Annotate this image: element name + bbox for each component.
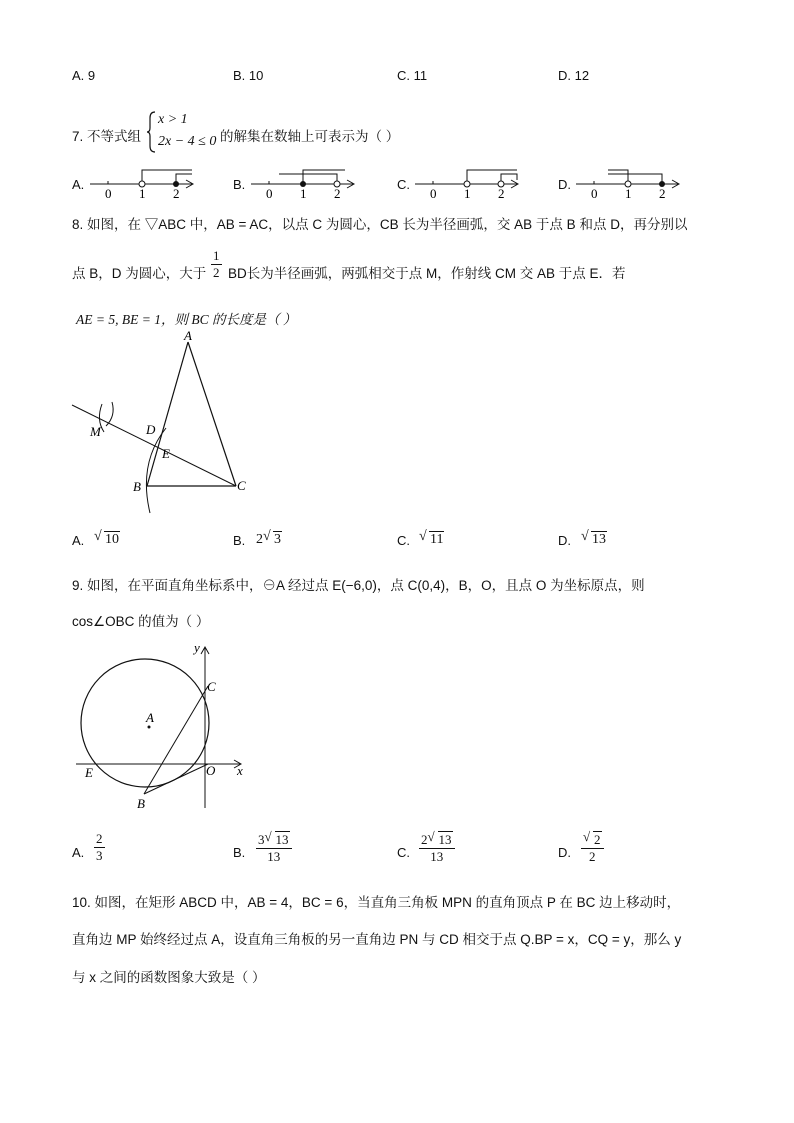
q7-option-a-label: A.	[72, 177, 85, 192]
q9-line-2: cos∠OBC 的值为（ ）	[72, 614, 210, 629]
label-E: E	[162, 446, 170, 461]
q8-option-a-value: √ 10	[94, 529, 119, 547]
tick-0: 0	[430, 186, 437, 201]
label-x: x	[237, 763, 243, 778]
tick-0: 0	[266, 186, 273, 201]
q8-option-b-label: B.	[233, 533, 246, 548]
q8-option-b-value: 2 √ 3	[256, 529, 281, 547]
tick-2: 2	[334, 186, 341, 201]
q10-line-3: 与 x 之间的函数图象大致是（ ）	[72, 970, 266, 985]
q9-option-d-value: √ 2 2	[581, 831, 604, 865]
q6-option-c: C. 11	[397, 68, 428, 83]
q7-brace	[147, 110, 157, 154]
q8-option-d-value: √ 13	[581, 529, 606, 547]
q7-inequality-1: x > 1	[158, 112, 188, 127]
q10-line-1: 10. 如图，在矩形 ABCD 中，AB = 4，BC = 6，当直角三角板 MPN 的直角顶点 P 在 BC 边上移动时，	[72, 895, 681, 910]
tick-1: 1	[300, 186, 307, 201]
label-A: A	[184, 328, 192, 343]
q8-option-c-label: C.	[397, 533, 410, 548]
q7-option-b-label: B.	[233, 177, 246, 192]
tick-0: 0	[105, 186, 112, 201]
q6-option-a: A. 9	[72, 68, 96, 83]
q9-option-a-label: A.	[72, 845, 85, 860]
tick-1: 1	[464, 186, 471, 201]
q7-option-b-numberline	[249, 160, 359, 202]
q7-option-d-label: D.	[558, 177, 571, 192]
label-A: A	[146, 710, 154, 725]
label-O: O	[206, 763, 216, 778]
label-B: B	[137, 796, 145, 811]
q8-option-d-label: D.	[558, 533, 571, 548]
tick-2: 2	[659, 186, 666, 201]
q8-triangle-figure	[66, 328, 266, 523]
q9-option-c-value: 2 √ 13 13	[419, 831, 455, 865]
q9-line-1: 9. 如图，在平面直角坐标系中，⊖A 经过点 E(−6,0)，点 C(0,4)，B，O，且点 O 为坐标原点，则	[72, 578, 645, 593]
tick-2: 2	[173, 186, 180, 201]
q7-inequality-2: 2x − 4 ≤ 0	[158, 134, 217, 149]
q6-option-b: B. 10	[233, 68, 264, 83]
q7-option-d-numberline	[574, 160, 684, 202]
q8-line-2-post: BD长为半径画弧，两弧相交于点 M，作射线 CM 交 AB 于点 E．若	[228, 266, 626, 281]
tick-0: 0	[591, 186, 598, 201]
q8-option-a-label: A.	[72, 533, 85, 548]
label-D: D	[146, 422, 156, 437]
q8-fraction	[211, 248, 222, 281]
q7-option-a-numberline	[88, 160, 198, 202]
q7-option-c-numberline	[413, 160, 523, 202]
q8-frac-den: 2	[213, 265, 220, 280]
q7-suffix: 的解集在数轴上可表示为（ ）	[220, 129, 400, 144]
q8-line-2-pre: 点 B，D 为圆心，大于	[72, 266, 207, 281]
label-M: M	[90, 424, 101, 439]
label-C: C	[237, 478, 246, 493]
tick-1: 1	[625, 186, 632, 201]
q9-option-d-label: D.	[558, 845, 571, 860]
q7-prefix: 7. 不等式组	[72, 129, 142, 144]
q7-option-c-label: C.	[397, 177, 410, 192]
tick-2: 2	[498, 186, 505, 201]
q9-option-b-value: 3 √ 13 13	[256, 831, 292, 865]
q8-line-3: AE = 5, BE = 1，则 BC 的长度是（ ）	[76, 312, 297, 327]
q8-frac-num: 1	[213, 248, 220, 263]
label-y: y	[194, 640, 200, 655]
q9-option-b-label: B.	[233, 845, 246, 860]
q9-option-a-value: $\frac{2}{3}$	[96, 831, 103, 863]
q6-option-d: D. 12	[558, 68, 590, 83]
q9-option-c-label: C.	[397, 845, 410, 860]
q10-line-2: 直角边 MP 始终经过点 A，设直角三角板的另一直角边 PN 与 CD 相交于点 Q.BP = x，CQ = y，那么 y	[72, 932, 682, 947]
q8-line-1: 8. 如图，在 ▽ABC 中，AB = AC，以点 C 为圆心，CB 长为半径画弧，交 AB 于点 B 和点 D，再分别以	[72, 217, 688, 232]
q8-option-c-value: √ 11	[419, 529, 444, 547]
tick-1: 1	[139, 186, 146, 201]
q9-circle-figure	[70, 640, 260, 815]
label-B: B	[133, 479, 141, 494]
label-C: C	[207, 679, 216, 694]
label-E: E	[85, 765, 93, 780]
